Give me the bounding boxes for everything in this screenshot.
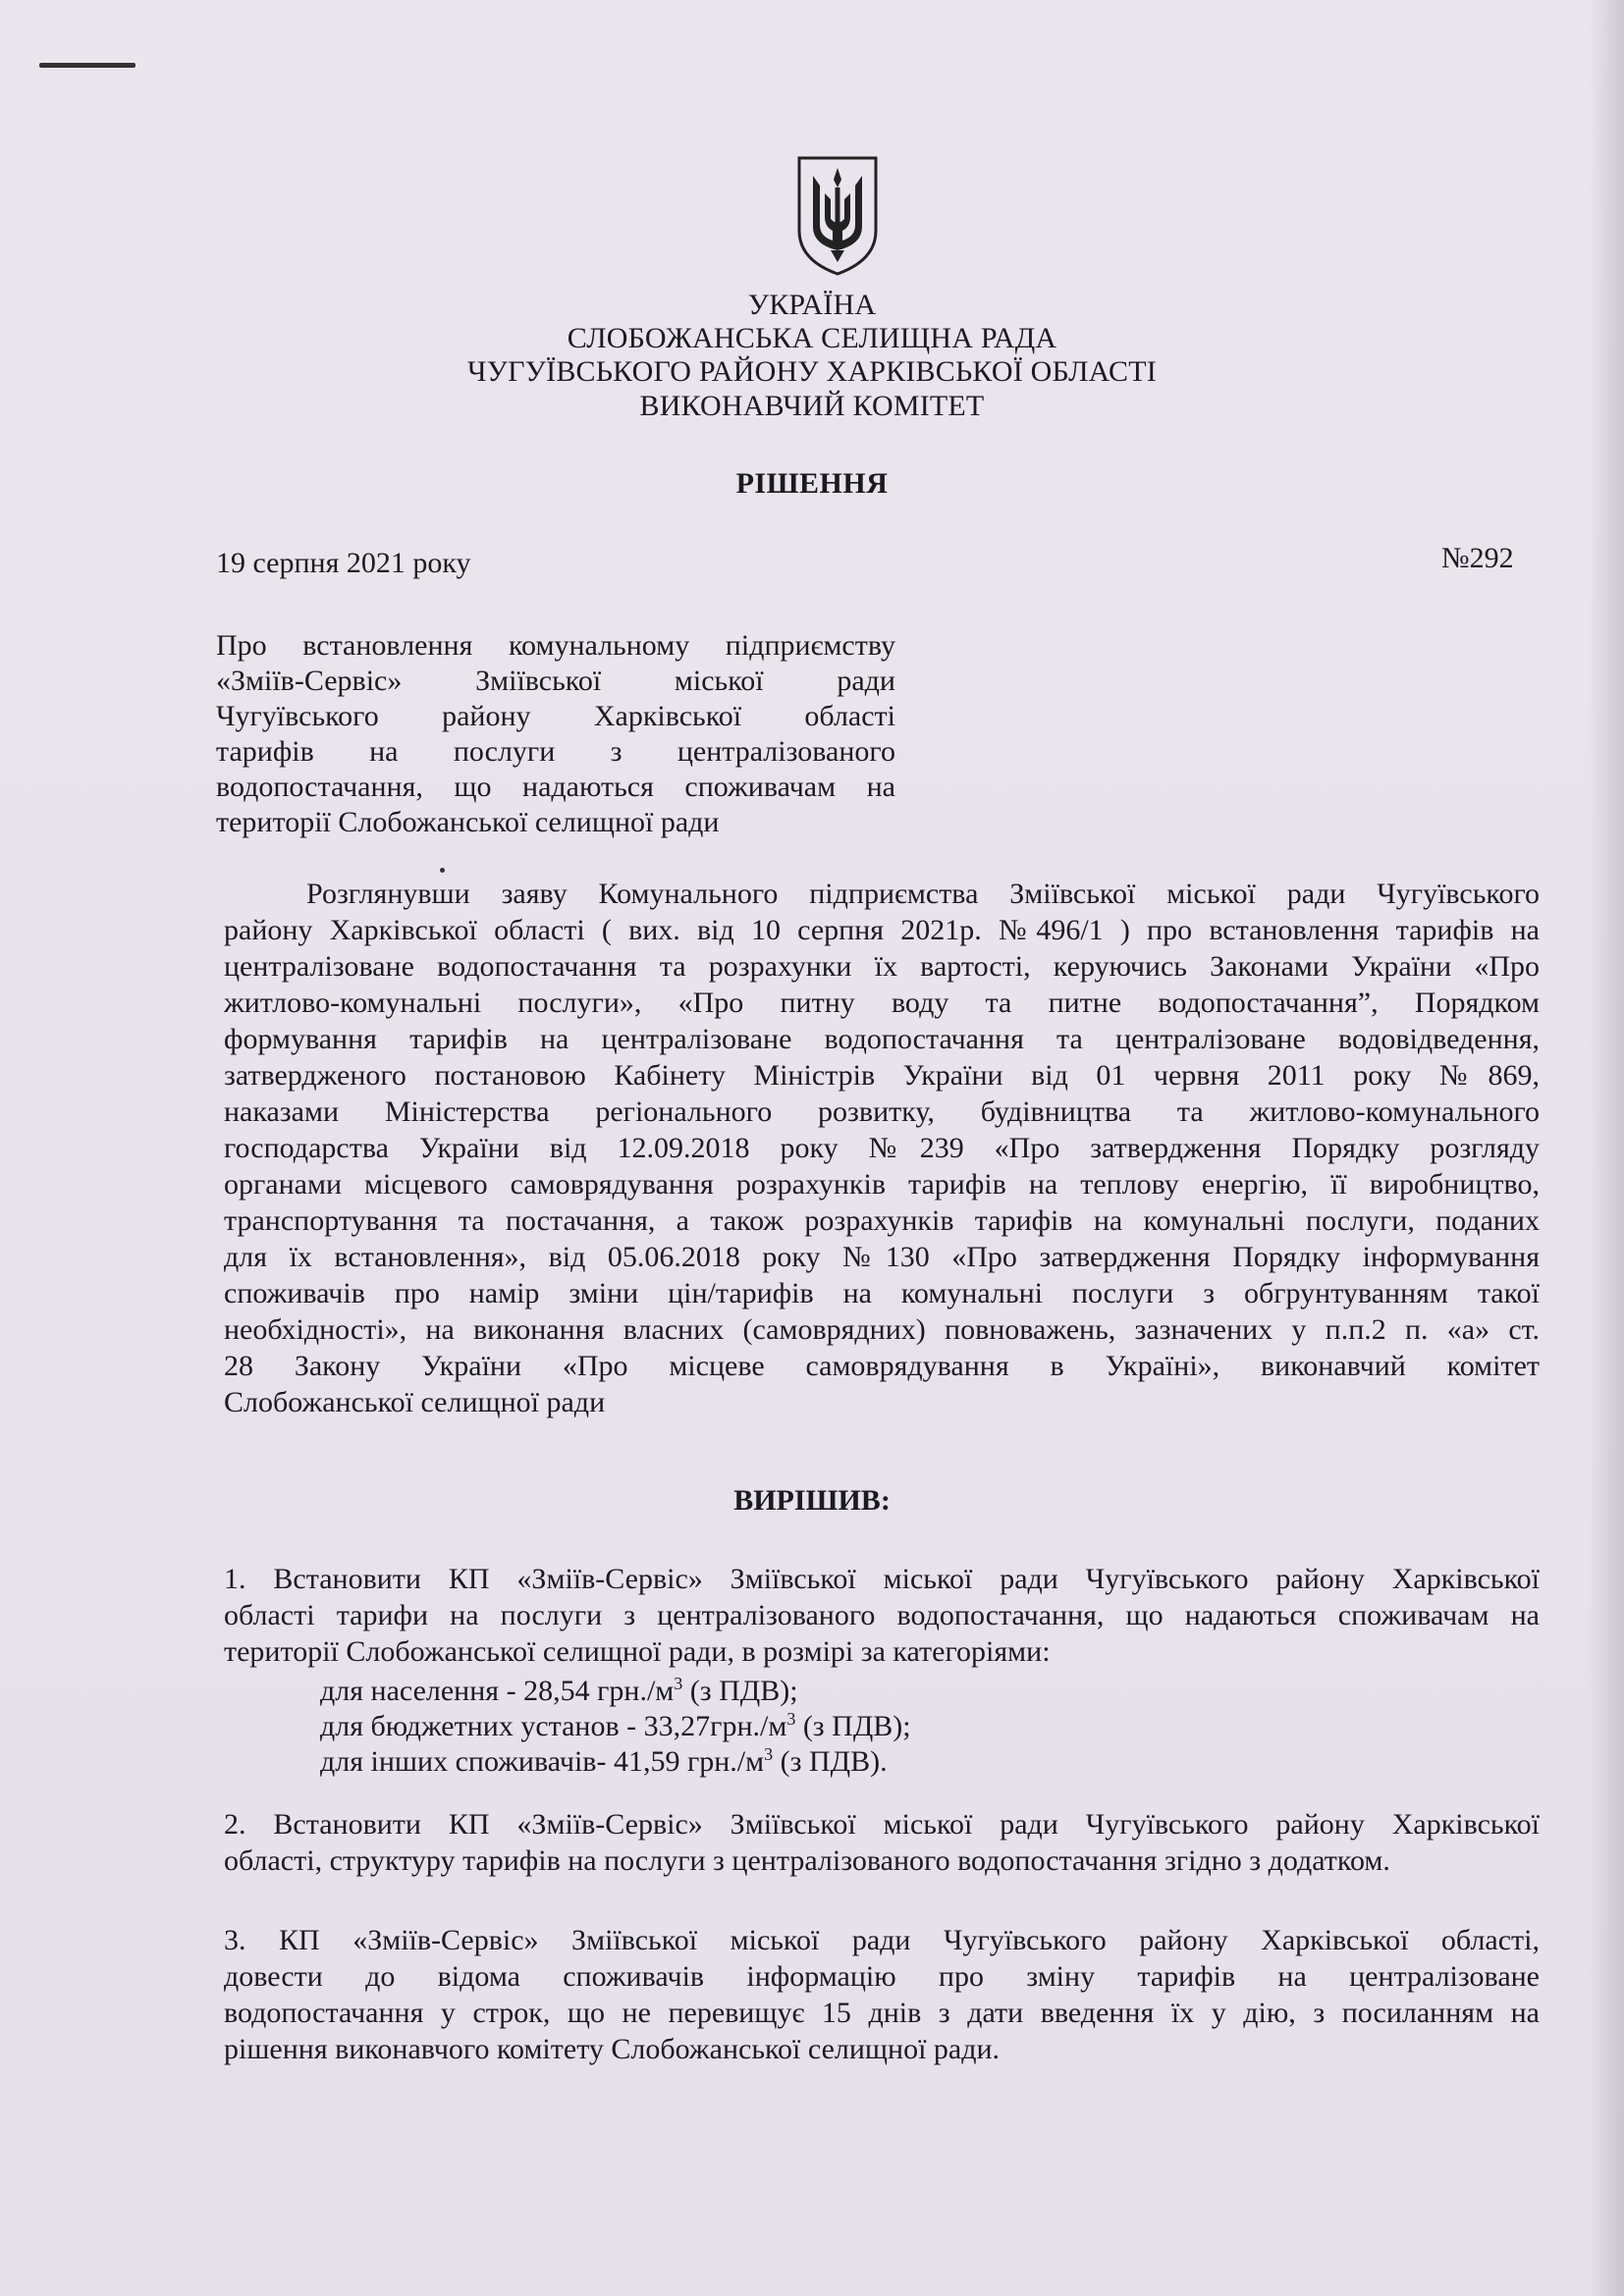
unit-superscript: 3: [786, 1709, 796, 1729]
unit-superscript: 3: [764, 1744, 774, 1764]
item-3-line: 3. КП «Зміїв-Сервіс» Зміївської міської ради Чугуївського району Харківської області,: [224, 1924, 1540, 1956]
subject-line: Чугуївського району Харківської області: [216, 700, 895, 732]
item-1-line: області тарифи на послуги з централізованого водопостачання, що надаються споживачам на: [224, 1599, 1540, 1631]
header-committee: ВИКОНАВЧИЙ КОМІТЕТ: [639, 390, 985, 422]
header-council: СЛОБОЖАНСЬКА СЕЛИЩНА РАДА: [567, 322, 1057, 354]
item-2: [224, 1806, 1540, 1879]
tariff-vat: (з ПДВ);: [682, 1675, 798, 1707]
item-1-line: території Слобожанської селищної ради, в розмірі за категоріями:: [224, 1635, 1051, 1668]
subject-line: Про встановлення комунальному підприємству: [216, 629, 895, 662]
preamble-line: формування тарифів на централізоване водопостачання та централізоване водовідведення,: [224, 1023, 1540, 1055]
item-3: [224, 1922, 1540, 2067]
subject-line: території Слобожанської селищної ради: [216, 806, 720, 838]
margin-dash-mark: [39, 63, 135, 68]
item-3-line: довести до відома споживачів інформацію про зміну тарифів на централізоване: [224, 1960, 1540, 1993]
preamble: [224, 876, 1540, 1420]
preamble-line: 28 Закону України «Про місцеве самоврядування в Україні», виконавчий комітет: [224, 1350, 1540, 1382]
tariff-text: для бюджетних установ - 33,27грн./м: [320, 1710, 787, 1742]
subject-line: тарифів на послуги з централізованого: [216, 735, 895, 768]
preamble-line: Слобожанської селищної ради: [224, 1386, 606, 1418]
preamble-line: житлово-комунальні послуги», «Про питну воду та питне водопостачання”, Порядком: [224, 987, 1540, 1019]
document-number: №292: [1441, 542, 1514, 574]
preamble-line: органами місцевого самоврядування розрахунків тарифів на теплову енергію, її виробництво,: [224, 1168, 1540, 1201]
header-country: УКРАЇНА: [747, 289, 877, 321]
preamble-line: господарства України від 12.09.2018 року №239 «Про затвердження Порядку розгляду: [224, 1132, 1540, 1164]
preamble-line: необхідності», на виконання власних (самоврядних) повноважень, зазначених у п.п.2 п. «а» ст.: [224, 1313, 1540, 1346]
coat-of-arms-icon: [793, 154, 882, 278]
item-1: [224, 1561, 1540, 1670]
header-district: ЧУГУЇВСЬКОГО РАЙОНУ ХАРКІВСЬКОЇ ОБЛАСТІ: [467, 355, 1157, 388]
preamble-line: для їх встановлення», від 05.06.2018 року №130 «Про затвердження Порядку інформування: [224, 1241, 1540, 1273]
tariff-text: для інших споживачів- 41,59 грн./м: [320, 1745, 765, 1778]
item-2-line: області, структуру тарифів на послуги з централізованого водопостачання згідно з додатком.: [224, 1844, 1390, 1877]
item-2-line: 2. Встановити КП «Зміїв-Сервіс» Зміївської міської ради Чугуївського району Харківської: [224, 1808, 1540, 1841]
tariff-budget-institutions: [320, 1709, 911, 1744]
item-3-line: рішення виконавчого комітету Слобожанської селищної ради.: [224, 2033, 1001, 2065]
preamble-line: затвердженого постановою Кабінету Міністрів України від 01 червня 2011 року №869,: [224, 1059, 1540, 1092]
document-subject: [216, 628, 895, 840]
decided-heading: ВИРІШИВ:: [733, 1484, 891, 1517]
tariff-text: для населення - 28,54 грн./м: [320, 1675, 675, 1707]
item-3-line: водопостачання у строк, що не перевищує 15 днів з дати введення їх у дію, з посиланням на: [224, 1997, 1540, 2029]
preamble-line: Розглянувши заяву Комунального підприємства Зміївської міської ради Чугуївського: [306, 878, 1540, 910]
subject-line: «Зміїв-Сервіс» Зміївської міської ради: [216, 665, 895, 697]
tariff-other-consumers: [320, 1744, 888, 1780]
preamble-line: транспортування та постачання, а також розрахунків тарифів на комунальні послуги, поданих: [224, 1204, 1540, 1237]
speck: [440, 868, 445, 873]
preamble-line: наказами Міністерства регіонального розвитку, будівництва та житлово-комунального: [224, 1095, 1540, 1128]
tariff-vat: (з ПДВ);: [795, 1710, 911, 1742]
tariff-population: [320, 1674, 798, 1709]
preamble-line: централізоване водопостачання та розрахунки їх вартості, керуючись Законами України «Про: [224, 950, 1540, 983]
document-date: 19 серпня 2021 року: [216, 547, 471, 579]
preamble-line: району Харківської області ( вих. від 10 серпня 2021р. №496/1 ) про встановлення тарифів на: [224, 914, 1540, 946]
item-1-line: 1. Встановити КП «Зміїв-Сервіс» Зміївської міської ради Чугуївського району Харківської: [224, 1563, 1540, 1595]
document-title: РІШЕННЯ: [735, 467, 889, 500]
subject-line: водопостачання, що надаються споживачам на: [216, 771, 895, 803]
unit-superscript: 3: [674, 1674, 683, 1693]
preamble-line: споживачів про намір зміни цін/тарифів на комунальні послуги з обгрунтуванням такої: [224, 1277, 1540, 1309]
tariff-vat: (з ПДВ).: [773, 1745, 888, 1778]
